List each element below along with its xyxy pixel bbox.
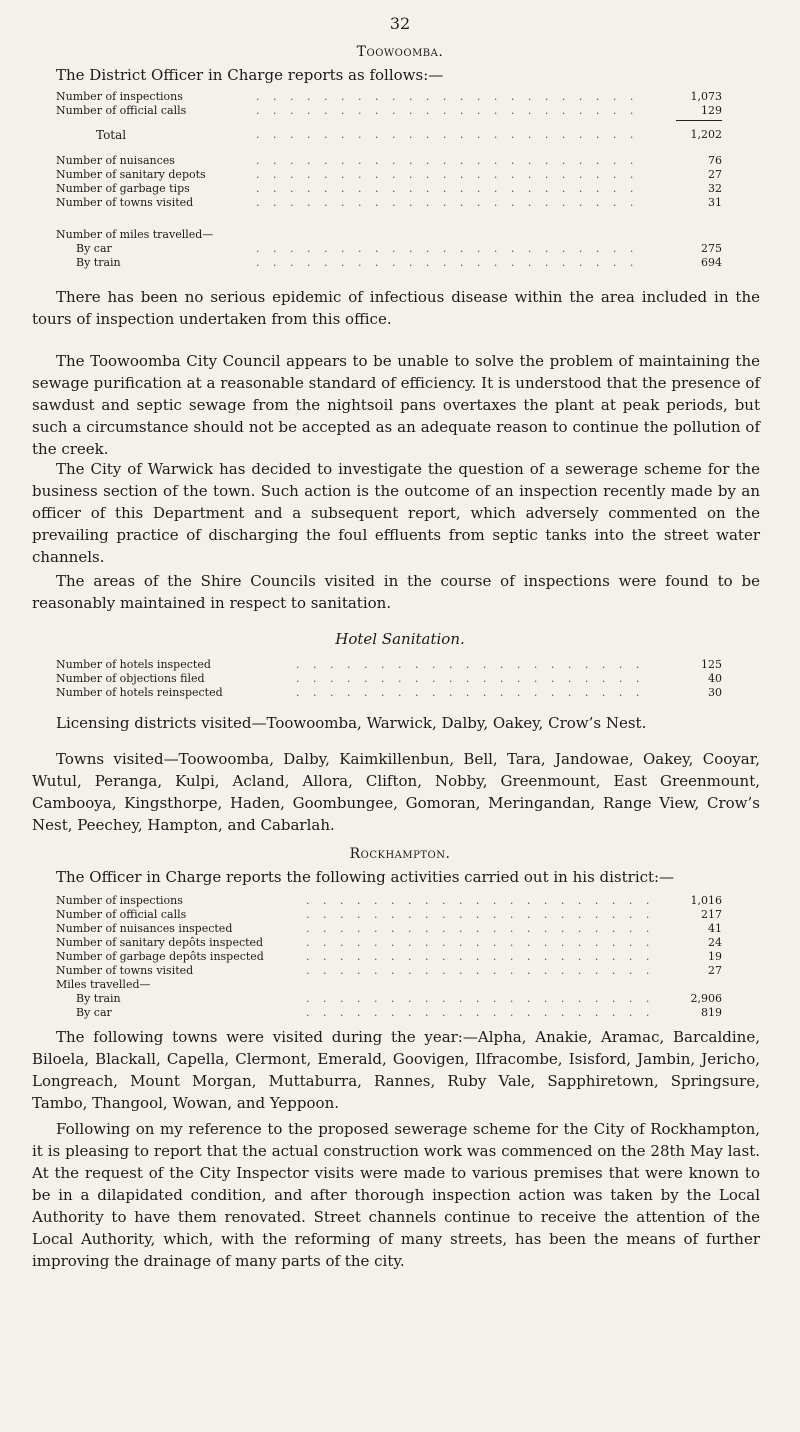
toowoomba-miles-table [56,228,722,270]
table-row: Number of sanitary depôts inspected . . . . . . . . . . . . . . . . . . . . . 24 [56,936,722,949]
total-rule [676,120,722,121]
paragraph: Following on my reference to the proposed sewerage scheme for the City of Rockhampton, it is pleasing to report that the actual construction work was commenced on the 28th May last. At the request of the City Inspector visits were made to various premises that were known to be in a dilapidated condition, and after thorough inspection action was taken by the Local Authority to have them renovated. Street channels continue to receive the attention of the Local Authority, which, with the reforming of many streets, has been the means of further improving the drainage of many parts of the city. [32,1120,760,1270]
subsection-heading-hotel-sanitation: Hotel Sanitation. [335,630,465,648]
toowoomba-stats-table [56,90,722,142]
table-row: Number of towns visited . . . . . . . . . . . . . . . . . . . . . . . 31 [56,196,722,209]
paragraph: The following towns were visited during the year:—Alpha, Anakie, Aramac, Barcaldine, Biloela, Blackall, Capella, Clermont, Emerald, Goovigen, Ilfracombe, Isisford, Jambin, Jericho, Longreach, Mount Morgan, Muttaburra, Rannes, Ruby Vale, Sapphiretown, Springsure, Tambo, Thangool, Wowan, and Yeppoon. [32,1028,760,1112]
table-row: Number of objections filed . . . . . . . . . . . . . . . . . . . . . 40 [56,672,722,685]
page-number: 32 [389,14,411,33]
table-row: By car . . . . . . . . . . . . . . . . . . . . . . . 275 [76,242,722,255]
paragraph-licensing: Licensing districts visited—Toowoomba, Warwick, Dalby, Oakey, Crow’s Nest. [56,714,647,732]
table-row: Number of hotels reinspected . . . . . . . . . . . . . . . . . . . . . 30 [56,686,722,699]
table-row: Number of hotels inspected . . . . . . . . . . . . . . . . . . . . . 125 [56,658,722,671]
table-row: By train . . . . . . . . . . . . . . . . . . . . . . . 694 [76,256,722,269]
toowoomba-stats-table-2 [56,154,722,210]
table-row: Number of inspections . . . . . . . . . . . . . . . . . . . . . 1,016 [56,894,722,907]
section-heading-rockhampton: Rockhampton. [349,846,451,862]
paragraph: The City of Warwick has decided to investigate the question of a sewerage scheme for the business section of the town. Such action is the outcome of an inspection recently made by an officer of this Department and a subsequent report, which adversely commented on the prevailing practice of discharging the foul effluents from septic tanks into the street water channels. [32,460,760,566]
table-row: Number of garbage depôts inspected . . . . . . . . . . . . . . . . . . . . . 19 [56,950,722,963]
paragraph: The Toowoomba City Council appears to be unable to solve the problem of maintaining the sewage purification at a reasonable standard of efficiency. It is understood that the presence of sawdust and septic sewage from the nightsoil pans overtaxes the plant at peak periods, but such a circumstance should not be accepted as an adequate reason to continue the pollution of the creek. [32,352,760,458]
toowoomba-intro: The District Officer in Charge reports as follows:— [56,66,444,84]
paragraph-towns-visited: Towns visited—Toowoomba, Dalby, Kaimkillenbun, Bell, Tara, Jandowae, Oakey, Cooyar, Wutul, Peranga, Kulpi, Acland, Allora, Clifton, Nobby, Greenmount, East Greenmount, Cambooya, Kingsthorpe, Haden, Goombungee, Gomoran, Meringandan, Range View, Crow’s Nest, Peechey, Hampton, and Cabarlah. [32,750,760,834]
table-row: Miles travelled— [56,978,151,991]
table-row: Number of official calls . . . . . . . . . . . . . . . . . . . . . . . 129 [56,104,722,117]
hotel-stats-table [56,658,722,700]
table-row-total: Total . . . . . . . . . . . . . . . . . . . . . . . 1,202 [96,128,722,142]
section-heading-toowoomba: Toowoomba. [356,44,444,60]
table-row: By car . . . . . . . . . . . . . . . . . . . . . 819 [76,1006,722,1019]
table-row: Number of towns visited . . . . . . . . . . . . . . . . . . . . . 27 [56,964,722,977]
rockhampton-stats-table [56,894,722,1020]
table-row: By train . . . . . . . . . . . . . . . . . . . . . 2,906 [76,992,722,1005]
rockhampton-intro: The Officer in Charge reports the following activities carried out in his district:— [56,868,675,886]
table-row: Number of sanitary depots . . . . . . . . . . . . . . . . . . . . . . . 27 [56,168,722,181]
table-row: Number of garbage tips . . . . . . . . . . . . . . . . . . . . . . . 32 [56,182,722,195]
table-row: Number of official calls . . . . . . . . . . . . . . . . . . . . . 217 [56,908,722,921]
paragraph: There has been no serious epidemic of infectious disease within the area included in the tours of inspection undertaken from this office. [32,288,760,328]
table-row: Number of nuisances inspected . . . . . . . . . . . . . . . . . . . . . 41 [56,922,722,935]
table-row: Number of miles travelled— [56,228,214,241]
table-row: Number of nuisances . . . . . . . . . . . . . . . . . . . . . . . 76 [56,154,722,167]
paragraph: The areas of the Shire Councils visited in the course of inspections were found to be reasonably maintained in respect to sanitation. [32,572,760,612]
table-row: Number of inspections . . . . . . . . . . . . . . . . . . . . . . . 1,073 [56,90,722,103]
